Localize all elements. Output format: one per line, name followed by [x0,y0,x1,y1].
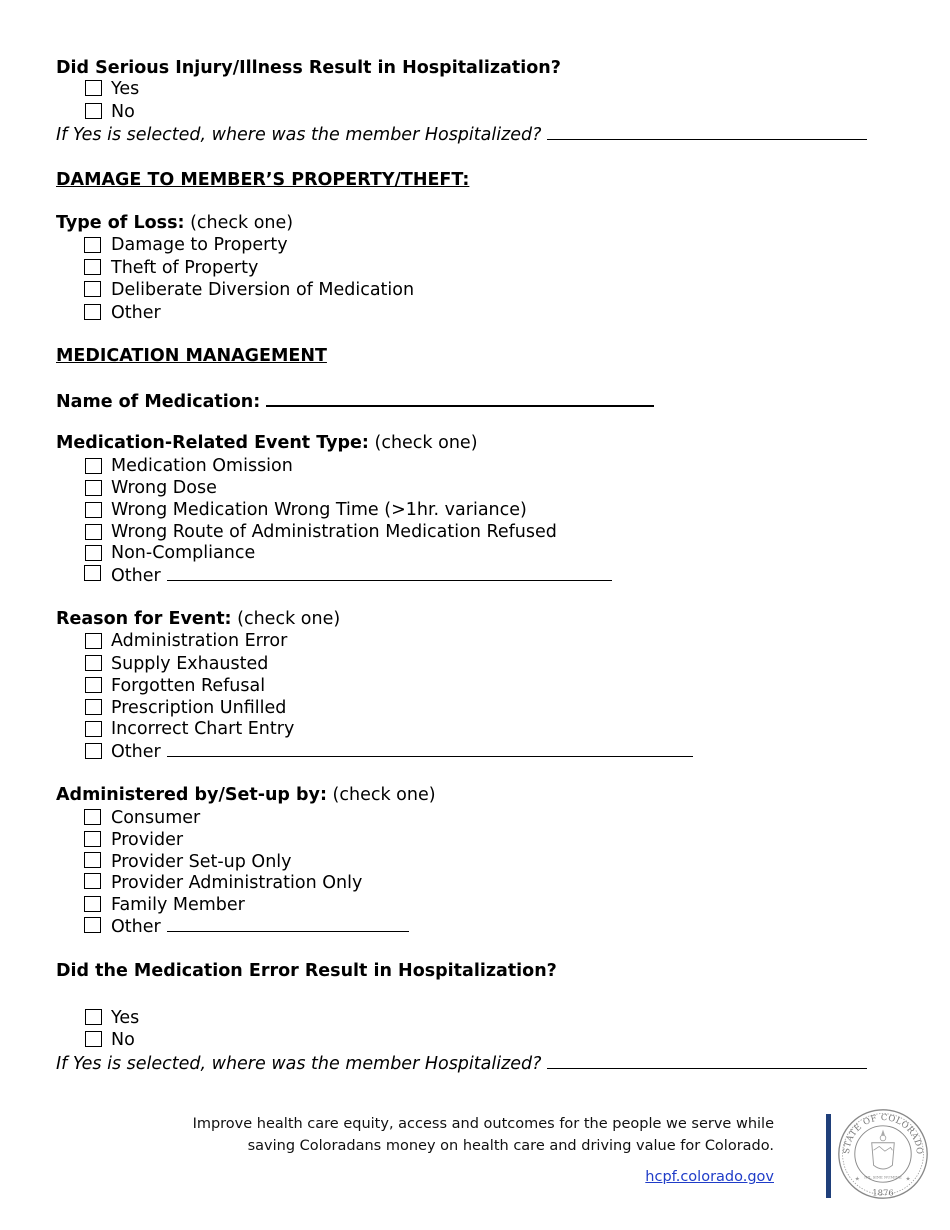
event-omission-checkbox[interactable] [85,458,102,474]
footer-divider-bar [826,1114,831,1198]
q1-no-checkbox[interactable] [85,103,102,119]
q2-followup [56,1052,867,1075]
q2-followup-text: If Yes is selected, where was the member Hospitalized? [56,1054,542,1074]
event-other-label: Other [111,566,161,586]
event-wrong-dose-label: Wrong Dose [111,478,217,498]
admin-family-checkbox[interactable] [84,896,101,912]
q1-yes-checkbox[interactable] [85,80,102,96]
reason-supply-checkbox[interactable] [85,655,102,671]
q2-no-label: No [111,1030,135,1050]
reason-prescription-label: Prescription Unfilled [111,698,287,718]
q2-yes-label: Yes [111,1008,140,1028]
reason-chart-label: Incorrect Chart Entry [111,719,295,739]
admin-administration-checkbox[interactable] [84,873,101,889]
event-type-label: Medication-Related Event Type: [56,433,369,453]
reason-row [56,608,340,630]
reason-prescription-checkbox[interactable] [85,699,102,715]
reason-forgotten-checkbox[interactable] [85,677,102,693]
event-type-row [56,432,478,454]
event-wrong-route-label: Wrong Route of Administration Medication Refused [111,522,557,542]
reason-other-label: Other [111,742,161,762]
footer-mission-line1: Improve health care equity, access and outcomes for the people we serve while [192,1116,774,1132]
reason-other-checkbox[interactable] [85,743,102,759]
event-type-hint: (check one) [374,433,478,453]
admin-provider-label: Provider [111,830,184,850]
admin-other-blank[interactable] [167,915,409,932]
reason-hint: (check one) [237,609,341,629]
q1-followup [56,123,867,146]
admin-setup-checkbox[interactable] [84,852,101,868]
q2-no-checkbox[interactable] [85,1031,102,1047]
event-noncompliance-label: Non-Compliance [111,543,256,563]
q1-followup-blank[interactable] [547,123,867,140]
footer-website-link[interactable]: hcpf.colorado.gov [645,1169,774,1185]
event-omission-label: Medication Omission [111,456,293,476]
seal-year-text: 1876 [872,1187,894,1198]
q1-yes-label: Yes [111,79,140,99]
loss-damage-checkbox[interactable] [84,237,101,253]
event-other-row [111,564,612,587]
reason-forgotten-label: Forgotten Refusal [111,676,266,696]
admin-administration-label: Provider Administration Only [111,873,363,893]
admin-family-label: Family Member [111,895,245,915]
loss-theft-label: Theft of Property [111,258,259,278]
medication-name-row [56,389,654,413]
admin-provider-checkbox[interactable] [84,831,101,847]
loss-diversion-label: Deliberate Diversion of Medication [111,280,415,300]
event-other-checkbox[interactable] [84,565,101,581]
seal-motto-text: NIL SINE NUMINE [864,1175,902,1180]
type-of-loss-row [56,212,293,234]
admin-other-label: Other [111,917,161,937]
type-of-loss-hint: (check one) [190,213,294,233]
reason-supply-label: Supply Exhausted [111,654,269,674]
q2-yes-checkbox[interactable] [85,1009,102,1025]
event-other-blank[interactable] [167,564,612,581]
type-of-loss-label: Type of Loss: [56,213,185,233]
q2-followup-blank[interactable] [547,1052,867,1069]
administered-label: Administered by/Set-up by: [56,785,327,805]
loss-theft-checkbox[interactable] [84,259,101,275]
admin-other-row [111,915,409,938]
administered-row [56,784,436,806]
event-wrong-med-checkbox[interactable] [85,502,102,518]
reason-admin-error-label: Administration Error [111,631,288,651]
colorado-seal-icon [836,1107,930,1201]
admin-other-checkbox[interactable] [84,917,101,933]
loss-other-checkbox[interactable] [84,304,101,320]
reason-chart-checkbox[interactable] [85,721,102,737]
q1-no-label: No [111,102,135,122]
loss-other-label: Other [111,303,161,323]
medication-name-blank[interactable] [266,389,654,407]
svg-text:★: ★ [854,1176,860,1183]
footer-mission-line2: saving Coloradans money on health care and driving value for Colorado. [247,1138,774,1154]
reason-other-blank[interactable] [167,740,693,757]
damage-heading: DAMAGE TO MEMBER’S PROPERTY/THEFT: [56,170,470,190]
loss-damage-label: Damage to Property [111,235,288,255]
hospitalization-question: Did Serious Injury/Illness Result in Hospitalization? [56,58,561,78]
reason-admin-error-checkbox[interactable] [85,633,102,649]
reason-other-row [111,740,693,763]
event-wrong-med-label: Wrong Medication Wrong Time (>1hr. variance) [111,500,527,520]
loss-diversion-checkbox[interactable] [84,281,101,297]
q1-followup-text: If Yes is selected, where was the member Hospitalized? [56,125,542,145]
event-wrong-route-checkbox[interactable] [85,524,102,540]
administered-hint: (check one) [332,785,436,805]
svg-text:★: ★ [905,1176,911,1183]
admin-consumer-label: Consumer [111,808,201,828]
medication-name-label: Name of Medication: [56,392,261,412]
event-wrong-dose-checkbox[interactable] [85,480,102,496]
medication-hospitalization-question: Did the Medication Error Result in Hospitalization? [56,961,557,981]
admin-setup-label: Provider Set-up Only [111,852,292,872]
reason-label: Reason for Event: [56,609,232,629]
seal-top-text: STATE OF COLORADO [841,1112,926,1155]
event-noncompliance-checkbox[interactable] [85,545,102,561]
admin-consumer-checkbox[interactable] [84,809,101,825]
medication-heading: MEDICATION MANAGEMENT [56,346,327,366]
